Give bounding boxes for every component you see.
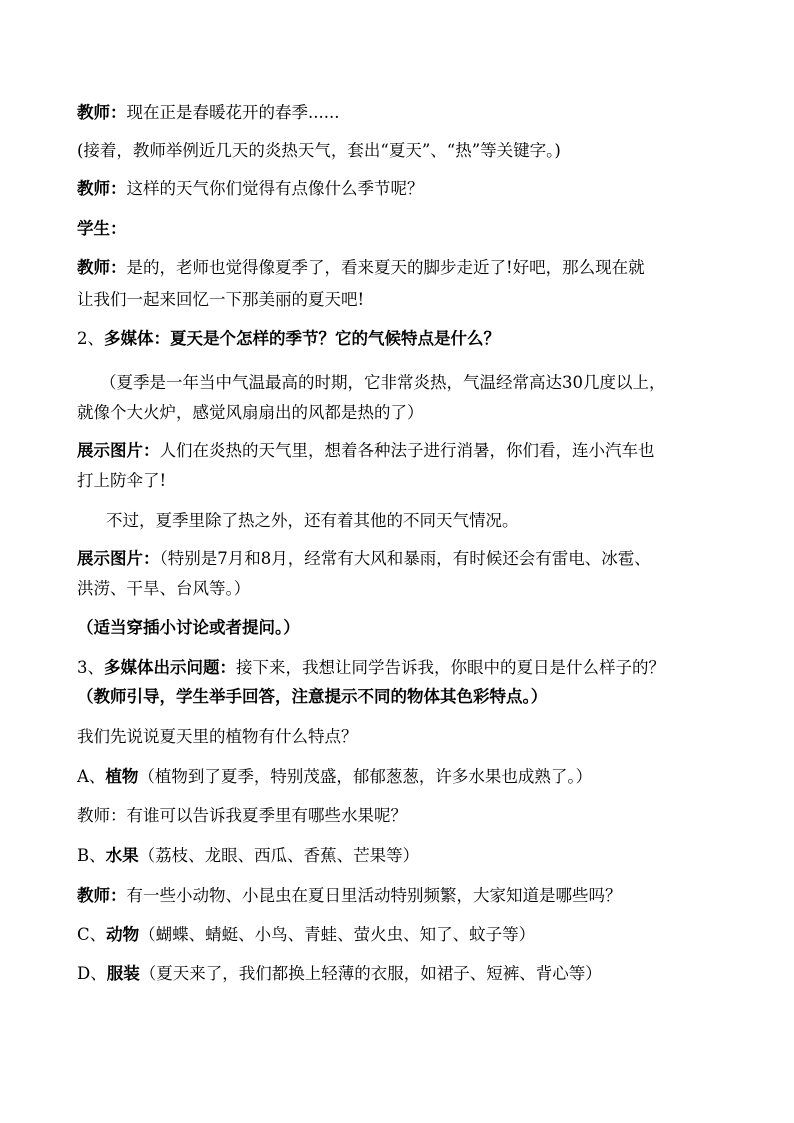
para-text: 有一些小动物、小昆虫在夏日里活动特别频繁，大家知道是哪些吗？: [126, 886, 622, 905]
item-letter: D、: [77, 964, 107, 983]
para-image-1-line-2: [77, 470, 734, 492]
item-title: 植物: [105, 767, 139, 786]
item-title: 服装: [106, 964, 140, 983]
speaker-label: 学生：: [77, 219, 127, 238]
item-title: 动物: [106, 925, 140, 944]
para-text: （夏季是一年当中气温最高的时期，它非常炎热，气温经常高达30几度以上，: [100, 373, 666, 392]
para-text: 洪涝、干旱、台风等。）: [77, 579, 251, 598]
para-text: 是的，老师也觉得像夏季了，看来夏天的脚步走近了!好吧，那么现在就: [126, 258, 645, 277]
section-3-heading: [77, 657, 734, 679]
para-weather: [106, 510, 734, 532]
section-title: 多媒体：夏天是个怎样的季节？它的气候特点是什么？: [104, 329, 500, 348]
note-text: （教师引导，学生举手回答，注意提示不同的物体其色彩特点。）: [77, 687, 548, 706]
section-title: 多媒体出示问题：: [104, 658, 236, 677]
para-text: 不过，夏季里除了热之外，还有着其他的不同天气情况。: [106, 511, 519, 530]
para-image-2-line-2: [77, 578, 734, 600]
section-2-heading: [77, 328, 734, 350]
para-image-1-line-1: [77, 440, 734, 462]
para-summer-line-2: [77, 402, 734, 424]
para-summer-line-1: [100, 372, 734, 394]
para-image-2-line-1: [77, 548, 734, 570]
para-2: [77, 140, 734, 162]
para-text: （特别是7月和8月，经常有大风和暴雨，有时候还会有雷电、冰雹、: [159, 549, 651, 568]
para-text: 让我们一起来回忆一下那美丽的夏天吧!: [77, 290, 365, 309]
speaker-label: 展示图片：: [77, 549, 160, 568]
para-animals-question: [77, 885, 734, 907]
para-3: [77, 178, 734, 200]
para-fruit-question: [77, 805, 734, 827]
para-guide-note: [77, 686, 734, 708]
speaker-label: 教师：: [77, 103, 127, 122]
para-plants-question: [77, 726, 734, 748]
speaker-label: 展示图片：: [77, 441, 160, 460]
para-text: 接下来，我想让同学告诉我，你眼中的夏日是什么样子的？: [236, 658, 665, 677]
para-text: 就像个大火炉，感觉风扇扇出的风都是热的了）: [77, 403, 424, 422]
para-text: 现在正是春暖花开的春季......: [126, 103, 340, 122]
item-text: （夏天来了，我们都换上轻薄的衣服，如裙子、短裤、背心等）: [139, 964, 602, 983]
note-text: （适当穿插小讨论或者提问。）: [77, 618, 300, 637]
item-text: （植物到了夏季，特别茂盛，郁郁葱葱，许多水果也成熟了。）: [138, 767, 593, 786]
item-d-clothing: [77, 963, 734, 985]
speaker-label: 教师：: [77, 886, 127, 905]
para-1: [77, 102, 734, 124]
para-text: 我们先说说夏天里的植物有什么特点？: [77, 727, 358, 746]
section-number: 3、: [77, 658, 104, 677]
para-text: 教师：有谁可以告诉我夏季里有哪些水果呢？: [77, 806, 407, 825]
item-letter: B、: [77, 846, 106, 865]
para-text: 人们在炎热的天气里，想着各种法子进行消暑，你们看，连小汽车也: [159, 441, 655, 460]
item-a-plants: [77, 766, 734, 788]
item-letter: A、: [77, 767, 106, 786]
item-letter: C、: [77, 925, 107, 944]
section-number: 2、: [77, 329, 104, 348]
para-text: 打上防伞了!: [77, 471, 167, 490]
para-discussion-note: [77, 617, 734, 639]
para-5-line-2: [77, 289, 734, 311]
item-b-fruits: [77, 845, 734, 867]
item-title: 水果: [105, 846, 139, 865]
speaker-label: 教师：: [77, 258, 127, 277]
item-text: （荔枝、龙眼、西瓜、香蕉、芒果等）: [138, 846, 420, 865]
para-5-line-1: [77, 257, 734, 279]
speaker-label: 教师：: [77, 179, 127, 198]
para-text: (接着，教师举例近几天的炎热天气，套出“夏天”、“热”等关键字。): [77, 141, 561, 160]
item-text: （蝴蝶、蜻蜓、小鸟、青蛙、萤火虫、知了、蚊子等）: [139, 925, 536, 944]
para-text: 这样的天气你们觉得有点像什么季节呢？: [126, 179, 424, 198]
para-4: [77, 218, 734, 240]
item-c-animals: [77, 924, 734, 946]
